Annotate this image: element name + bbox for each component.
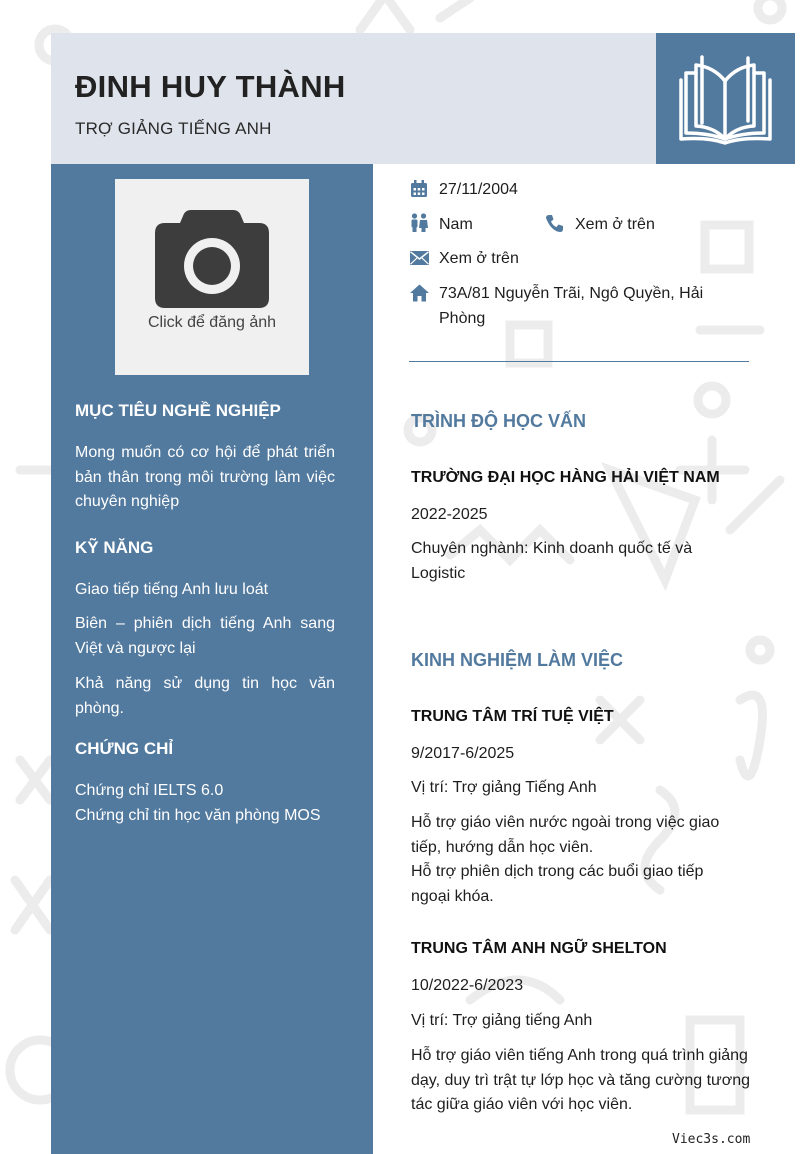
company-name: TRUNG TÂM ANH NGỮ SHELTON [411,940,667,957]
address: 73A/81 Nguyễn Trãi, Ngô Quyền, Hải Phòng [439,285,704,327]
experience-heading: KINH NGHIỆM LÀM VIỆC [411,650,624,670]
job-period: 9/2017-6/2025 [411,745,515,762]
birthdate: 27/11/2004 [439,181,518,198]
home-icon [410,284,429,302]
sidebar [51,164,373,1154]
gender: Nam [439,216,473,233]
candidate-name: ĐINH HUY THÀNH [75,69,346,104]
skill-item: Khả năng sử dụng tin học văn phòng. [75,675,335,717]
logo-box [656,33,795,164]
objective-text: Mong muốn có cơ hội để phát triển bản thân trong môi trường làm việc chuyên nghiệp [75,444,335,510]
skill-item: Giao tiếp tiếng Anh lưu loát [75,581,269,598]
watermark-text: Viec3s.com [672,1132,751,1147]
open-book-icon [656,33,795,164]
camera-icon [153,206,271,310]
job-description: Hỗ trợ giáo viên nước ngoài trong việc giao tiếp, hướng dẫn học viên. [411,814,720,856]
header-band [51,33,656,164]
gender-icon [410,213,428,233]
phone-icon [545,214,564,233]
job-period: 10/2022-6/2023 [411,977,524,994]
skill-item: Biên – phiên dịch tiếng Anh sang Việt và ngược lại [75,615,335,657]
company-name: TRUNG TÂM TRÍ TUỆ VIỆT [411,708,614,725]
calendar-icon [410,180,428,198]
photo-upload[interactable] [115,179,309,375]
section-divider [409,361,749,362]
education-period: 2022-2025 [411,506,488,523]
certificate-item: Chứng chỉ IELTS 6.0 [75,782,224,799]
photo-caption: Click để đăng ảnh [147,314,277,331]
email-icon [410,251,429,265]
education-heading: TRÌNH ĐỘ HỌC VẤN [411,411,586,431]
certificates-heading: CHỨNG CHỈ [75,739,174,758]
school-name: TRƯỜNG ĐẠI HỌC HÀNG HẢI VIỆT NAM [411,469,720,486]
objective-heading: MỤC TIÊU NGHỀ NGHIỆP [75,401,281,420]
skills-heading: KỸ NĂNG [75,538,154,557]
job-position: Vị trí: Trợ giảng Tiếng Anh [411,779,597,796]
job-title: TRỢ GIẢNG TIẾNG ANH [75,119,272,138]
education-major: Chuyên nghành: Kinh doanh quốc tế và Logistic [411,540,693,582]
job-description: Hỗ trợ giáo viên tiếng Anh trong quá trình giảng dạy, duy trì trật tự lớp học và tăng cường tương tác giữa giáo viên với học viên. [411,1047,751,1113]
email: Xem ở trên [439,250,519,267]
phone: Xem ở trên [575,216,655,233]
certificate-item: Chứng chỉ tin học văn phòng MOS [75,807,321,824]
job-description: Hỗ trợ phiên dịch trong các buổi giao tiếp ngoại khóa. [411,863,704,905]
job-position: Vị trí: Trợ giảng tiếng Anh [411,1012,593,1029]
